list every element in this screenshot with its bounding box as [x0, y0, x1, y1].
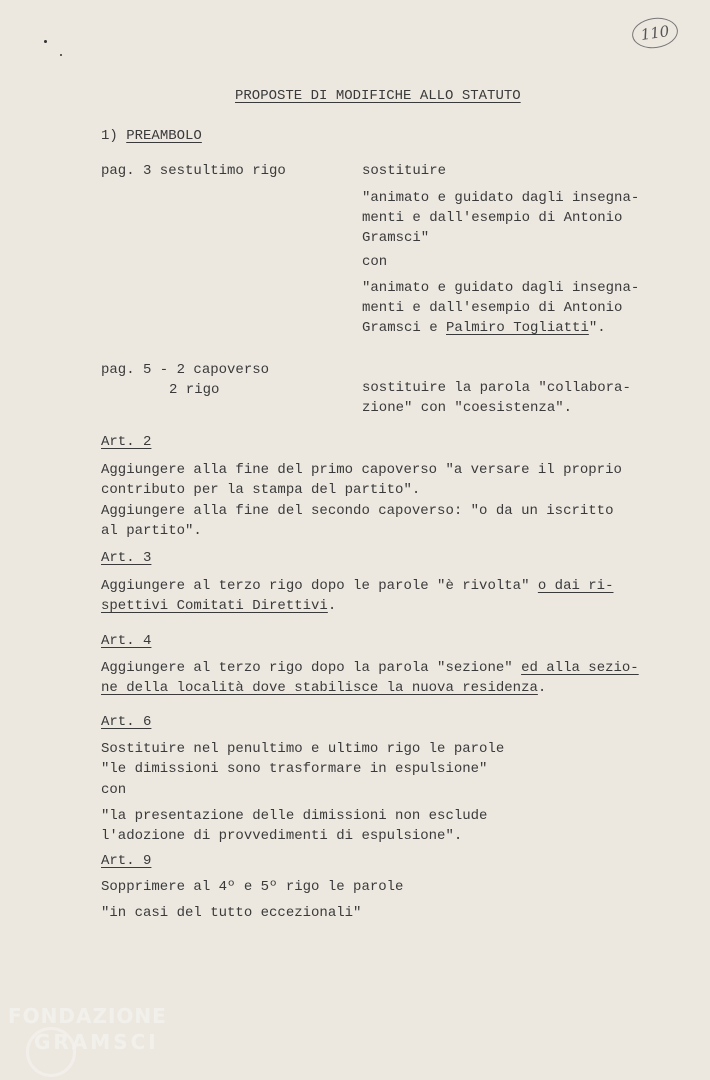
art6-para-1: Sostituire nel penultimo e ultimo rigo le parole "le dimissioni sono trasformare in espulsione" — [101, 741, 505, 777]
preambolo-action-2: sostituire la parola "collabora- zione" con "coesistenza". — [362, 380, 631, 416]
art6-para-2: "la presentazione delle dimissioni non esclude l'adozione di provvedimenti di espulsione". — [101, 808, 488, 844]
watermark: FONDAZIONE GRAMSCI — [8, 1004, 167, 1054]
preambolo-con: con — [362, 254, 388, 270]
preambolo-quote-2: "animato e guidato dagli insegna- menti e dall'esempio di Antonio Gramsci e Palmiro Togliatti". — [362, 280, 640, 336]
art9-heading: Art. 9 — [101, 853, 152, 869]
document-title: PROPOSTE DI MODIFICHE ALLO STATUTO — [235, 88, 521, 104]
art2-heading: Art. 2 — [101, 434, 152, 450]
art9-line-2: "in casi del tutto eccezionali" — [101, 905, 362, 921]
art9-line-1: Sopprimere al 4º e 5º rigo le parole — [101, 879, 404, 895]
underlined-insertion: Palmiro Togliatti — [446, 320, 589, 336]
art4-heading: Art. 4 — [101, 633, 152, 649]
art2-para-2: Aggiungere alla fine del secondo capoverso: "o da un iscritto al partito". — [101, 503, 614, 539]
art2-para-1: Aggiungere alla fine del primo capoverso "a versare il proprio contributo per la stampa del partito". — [101, 462, 622, 498]
preambolo-action-1: sostituire — [362, 163, 447, 179]
art3-text: Aggiungere al terzo rigo dopo le parole "è rivolta" o dai ri- spettivi Comitati Direttivi. — [101, 578, 614, 614]
preambolo-quote-1: "animato e guidato dagli insegna- menti e dall'esempio di Antonio Gramsci" — [362, 190, 640, 246]
preambolo-ref-2: pag. 5 - 2 capoverso 2 rigo — [101, 362, 270, 398]
art6-heading: Art. 6 — [101, 714, 152, 730]
art4-text: Aggiungere al terzo rigo dopo la parola "sezione" ed alla sezio- ne della località dove stabilisce la nuova residenza. — [101, 660, 639, 696]
ink-mark — [44, 40, 47, 43]
preambolo-ref-1: pag. 3 sestultimo rigo — [101, 163, 286, 179]
preambolo-heading: 1) PREAMBOLO — [101, 128, 202, 144]
art6-con: con — [101, 782, 127, 798]
page-number-stamp: 110 — [630, 15, 680, 51]
art3-heading: Art. 3 — [101, 550, 152, 566]
ink-mark — [60, 54, 62, 56]
